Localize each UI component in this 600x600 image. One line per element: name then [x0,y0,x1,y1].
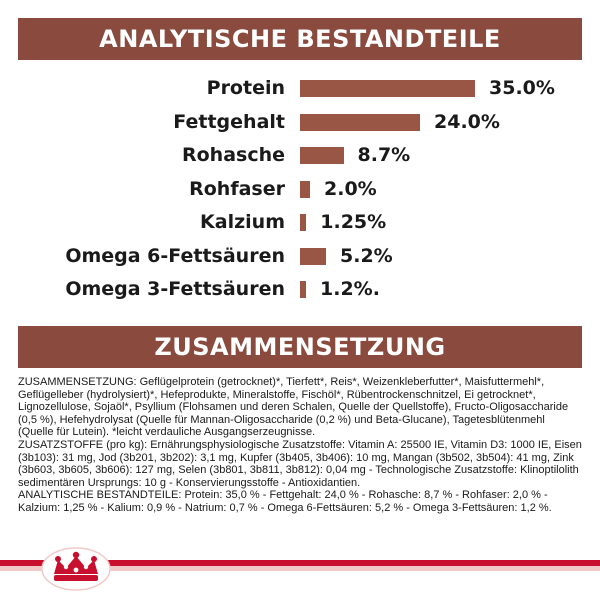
nutrient-bar [300,214,306,231]
nutrient-row [0,243,600,269]
nutrient-bar [300,114,420,131]
nutrient-row [0,276,600,302]
nutrient-label: Rohfaser [189,177,285,200]
analytics-title: ANALYTISCHE BESTANDTEILE [99,25,501,53]
nutrient-bar [300,181,310,198]
nutrient-label: Rohasche [181,144,285,166]
composition-title: ZUSAMMENSETZUNG [154,333,446,361]
nutrient-bar [300,80,475,97]
analytics-banner [18,18,582,60]
nutrient-row [0,142,600,168]
composition-paragraph-additives: ZUSATZSTOFFE (pro kg): Ernährungsphysiologische Zusatzstoffe: Vitamin A: 25500 IE, Vitamin D3: 1000 IE, Eisen (3b103): 31 mg, Jod (3b201, 3b202): 3,1 mg, Kupfer (3b405, 3b406): 10 mg, Mangan (3b502, 3b504): 41 mg, Zink (3b603, 3b605, 3b606): 127 mg, Selen (3b801, 3b811, 3b812): 0,04 mg - Technologische Zusatzstoffe: Klinoptilolith sedimentären Ursprungs: 10 g - Konservierungsstoffe - Antioxidantien. [18,438,582,489]
nutrient-value: 1.25% [320,211,387,233]
composition-text [18,376,582,515]
nutrient-value: 35.0% [489,77,555,99]
nutrient-row [0,75,600,101]
nutrient-row [0,209,600,235]
nutrient-label: Omega 6-Fettsäuren [65,244,285,267]
royal-canin-crown-icon [40,546,112,592]
nutrient-row [0,176,600,202]
nutrient-label: Protein [206,77,285,99]
nutrient-label: Fettgehalt [173,110,285,133]
nutrient-label: Omega 3-Fettsäuren [65,278,285,300]
nutrient-value: 1.2%. [320,278,380,300]
nutrient-value: 5.2% [340,244,393,267]
nutrient-bar [300,147,344,164]
nutrient-row [0,109,600,135]
nutrient-bar [300,248,326,265]
composition-banner [18,326,582,368]
nutrient-bar [300,281,306,298]
nutrient-value: 24.0% [434,110,500,133]
nutrient-label: Kalzium [200,211,285,233]
nutrient-value: 2.0% [324,177,377,200]
composition-paragraph-ingredients: ZUSAMMENSETZUNG: Geflügelprotein (getrocknet)*, Tierfett*, Reis*, Weizenkleberfutter*, Maisfuttermehl*, Geflügelleber (hydrolysiert)*, Hefeprodukte, Mineralstoffe, Fischöl*, Rübentrockenschnitzel, Ei getrocknet*, Lignozellulose, Sojaöl*, Psyllium (Flohsamen und deren Schalen, Quelle der Quellstoffe), Fructo-Oligosaccharide (0,5 %), Hefehydrolysat (Quelle für Mannan-Oligosaccharide (0,2 %) und Beta-Glucane), Tagetesblütenmehl (Quelle für Lutein). *leicht verdauliche Ausgangserzeugnisse. [18,376,569,439]
composition-paragraph-analytics: ANALYTISCHE BESTANDTEILE: Protein: 35,0 % - Fettgehalt: 24,0 % - Rohasche: 8,7 % - Rohfaser: 2,0 % - Kalzium: 1,25 % - Kalium: 0,9 % - Natrium: 0,7 % - Omega 6-Fettsäuren: 5,2 % - Omega 3-Fettsäuren: 1,2 %. [18,489,552,514]
nutrient-value: 8.7% [357,144,411,166]
